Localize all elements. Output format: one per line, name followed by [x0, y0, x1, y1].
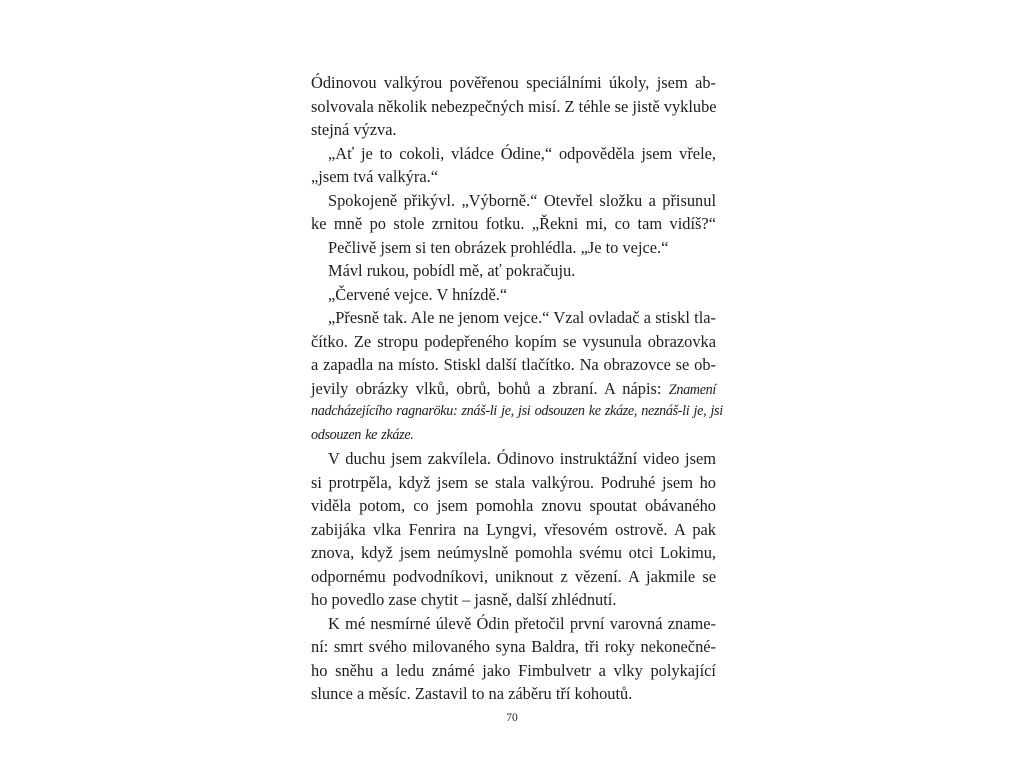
text-line: solvovala několik nebezpečných misí. Z téhle se jistě vyklube: [311, 96, 717, 116]
text-line: ho povedlo zase chytit – jasně, další zhlédnutí.: [311, 590, 617, 609]
text-line-roman: jevily obrázky vlků, obrů, bohů a zbraní. A nápis:: [311, 378, 669, 398]
text-line: si protrpěla, když jsem se stala valkýrou. Podruhé jsem ho: [311, 472, 716, 492]
text-line: čítko. Ze stropu podepřeného kopím se vysunula obrazovka: [311, 331, 716, 351]
text-line: „Přesně tak. Ale ne jenom vejce.“ Vzal ovladač a stiskl tla-: [328, 308, 716, 327]
text-line: odpornému podvodníkovi, uniknout z vězení. A jakmile se: [311, 566, 716, 586]
text-line: K mé nesmírné úlevě Ódin přetočil první varovná zname-: [328, 613, 716, 633]
text-line: ní: smrt svého milovaného syna Baldra, tři roky nekonečné-: [311, 637, 716, 656]
text-line: Ódinovou valkýrou pověřenou speciálními úkoly, jsem ab-: [311, 73, 716, 92]
text-line: slunce a měsíc. Zastavil to na záběru tří kohoutů.: [311, 684, 633, 703]
text-line: Pečlivě jsem si ten obrázek prohlédla. „Je to vejce.“: [328, 237, 669, 257]
text-line: zabijáka vlka Fenrira na Lyngvi, vřesovém ostrově. A pak: [311, 519, 716, 539]
text-line: V duchu jsem zakvílela. Ódinovo instruktážní video jsem: [328, 449, 716, 468]
text-line: viděla potom, co jsem pomohla znovu spoutat obávaného: [311, 496, 716, 515]
text-line: „Ať je to cokoli, vládce Ódine,“ odpověděla jsem vřele,: [328, 143, 716, 163]
text-line: „Červené vejce. V hnízdě.“: [328, 284, 508, 304]
text-line-italic: nadcházejícího ragnaröku: znáš-li je, jsi odsouzen ke zkáze, neznáš-li je, jsi: [311, 403, 723, 419]
text-line: ke mně po stole zrnitou fotku. „Řekni mi, co tam vidíš?“: [311, 214, 716, 233]
text-line: [311, 377, 716, 401]
text-line: ho sněhu a ledu známé jako Fimbulvetr a vlky polykající: [311, 660, 716, 680]
text-line-italic: odsouzen ke zkáze.: [311, 426, 414, 443]
book-page: [311, 71, 723, 706]
text-line: znova, když jsem neúmyslně pomohla svému otci Lokimu,: [311, 543, 716, 562]
text-line-italic: Znamení: [668, 381, 716, 398]
text-line: „jsem tvá valkýra.“: [311, 167, 438, 186]
text-line: Mávl rukou, pobídl mě, ať pokračuju.: [328, 261, 576, 280]
text-line: a zapadla na místo. Stiskl další tlačítko. Na obrazovce se ob-: [311, 355, 716, 374]
text-line: stejná výzva.: [311, 120, 397, 139]
text-line: Spokojeně přikývl. „Výborně.“ Otevřel složku a přisunul: [328, 190, 716, 210]
page-number: 70: [506, 712, 518, 724]
